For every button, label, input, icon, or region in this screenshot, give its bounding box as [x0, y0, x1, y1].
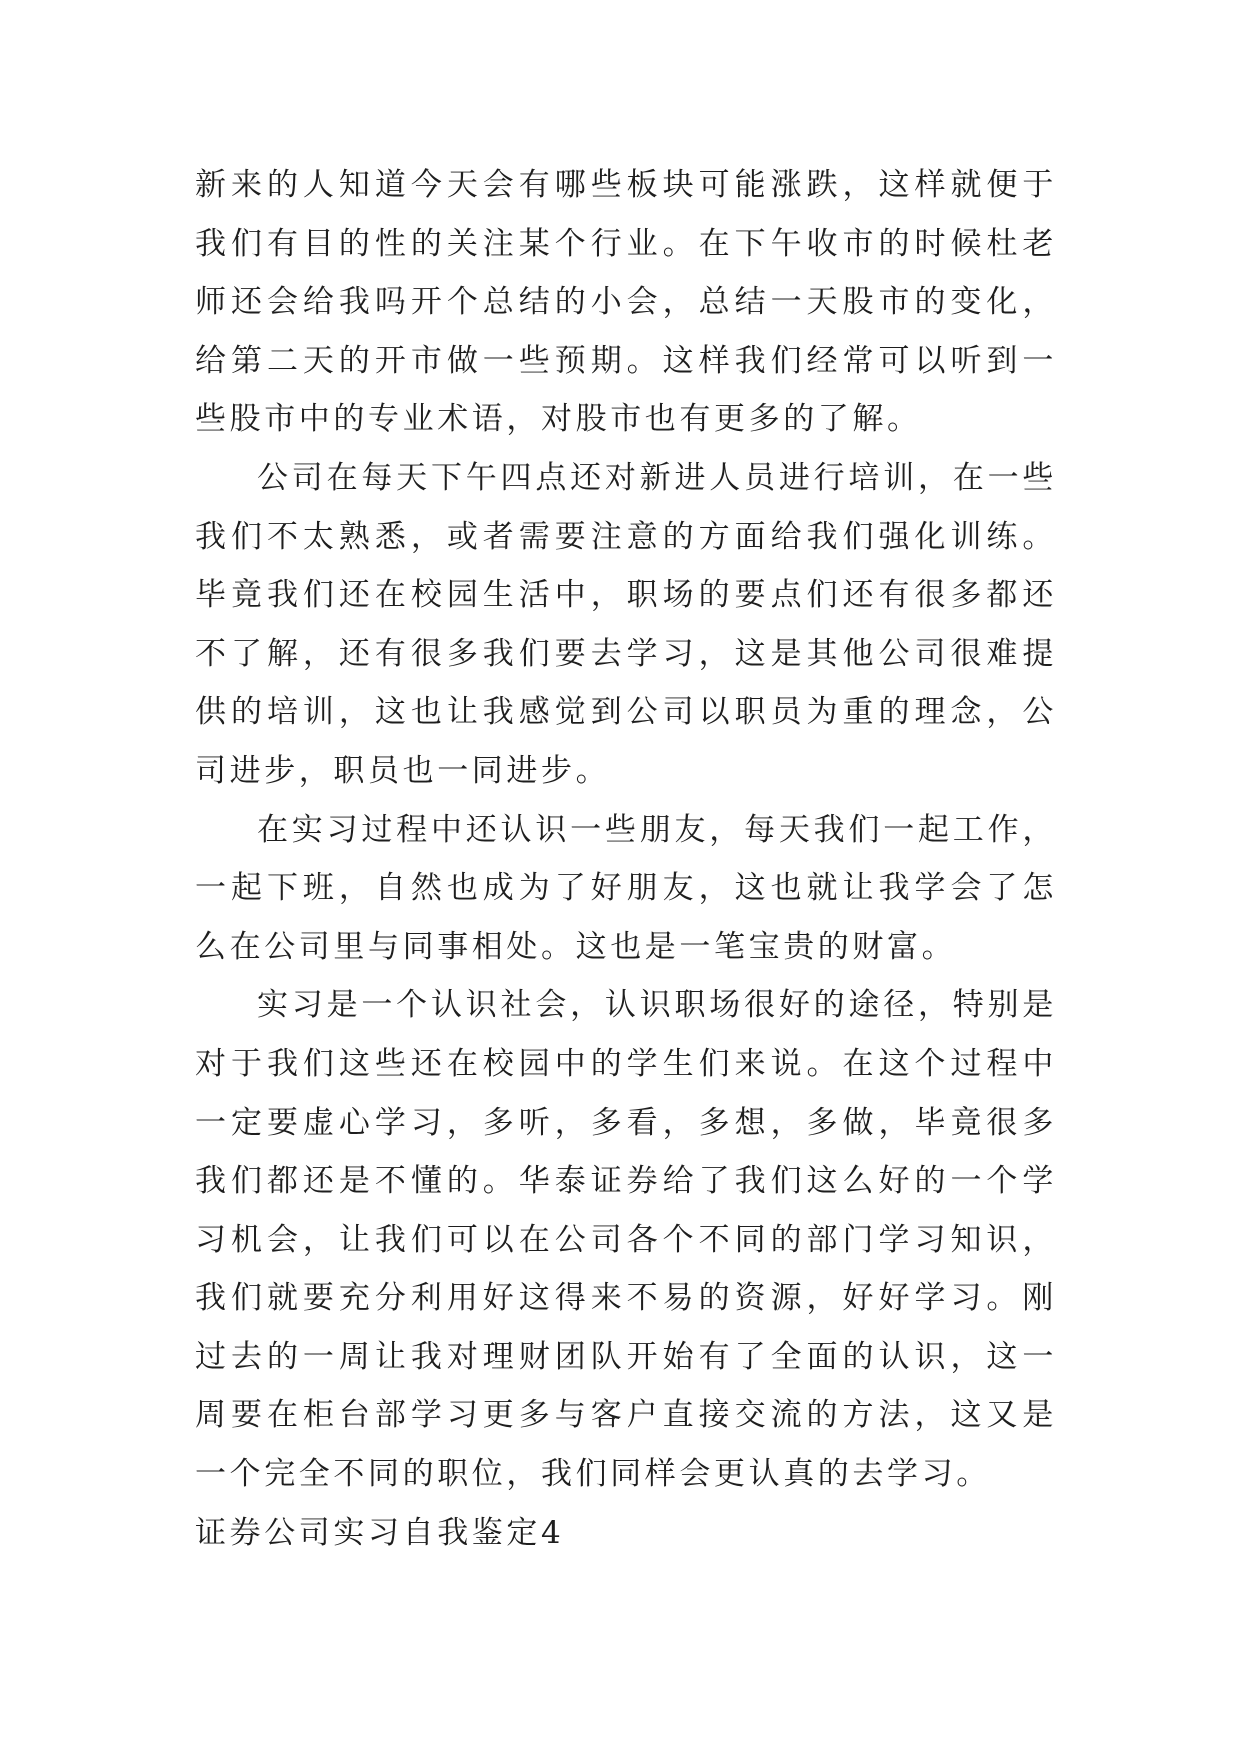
paragraph-4: 实习是一个认识社会，认识职场很好的途径，特别是对于我们这些还在校园中的学生们来说。在这个过程中一定要虚心学习，多听，多看，多想，多做，毕竟很多我们都还是不懂的。华泰证券给了我们这么好的一个学习机会，让我们可以在公司各个不同的部门学习知识，我们就要充分利用好这得来不易的资源，好好学习。刚过去的一周让我对理财团队开始有了全面的认识，这一周要在柜台部学习更多与客户直接交流的方法，这又是一个完全不同的职位，我们同样会更认真的去学习。	[195, 987, 1057, 1493]
paragraph-1: 新来的人知道今天会有哪些板块可能涨跌，这样就便于我们有目的性的关注某个行业。在下午收市的时候杜老师还会给我吗开个总结的小会，总结一天股市的变化，给第二天的开市做一些预期。这样我们经常可以听到一些股市中的专业术语，对股市也有更多的了解。	[195, 167, 1057, 438]
body-text	[195, 156, 1057, 1562]
paragraph-2: 公司在每天下午四点还对新进人员进行培训，在一些我们不太熟悉，或者需要注意的方面给我们强化训练。毕竟我们还在校园生活中，职场的要点们还有很多都还不了解，还有很多我们要去学习，这是其他公司很难提供的培训，这也让我感觉到公司以职员为重的理念，公司进步，职员也一同进步。	[195, 459, 1057, 789]
section-heading: 证券公司实习自我鉴定4	[195, 1514, 565, 1551]
paragraph-3: 在实习过程中还认识一些朋友，每天我们一起工作，一起下班，自然也成为了好朋友，这也就让我学会了怎么在公司里与同事相处。这也是一笔宝贵的财富。	[195, 811, 1057, 965]
